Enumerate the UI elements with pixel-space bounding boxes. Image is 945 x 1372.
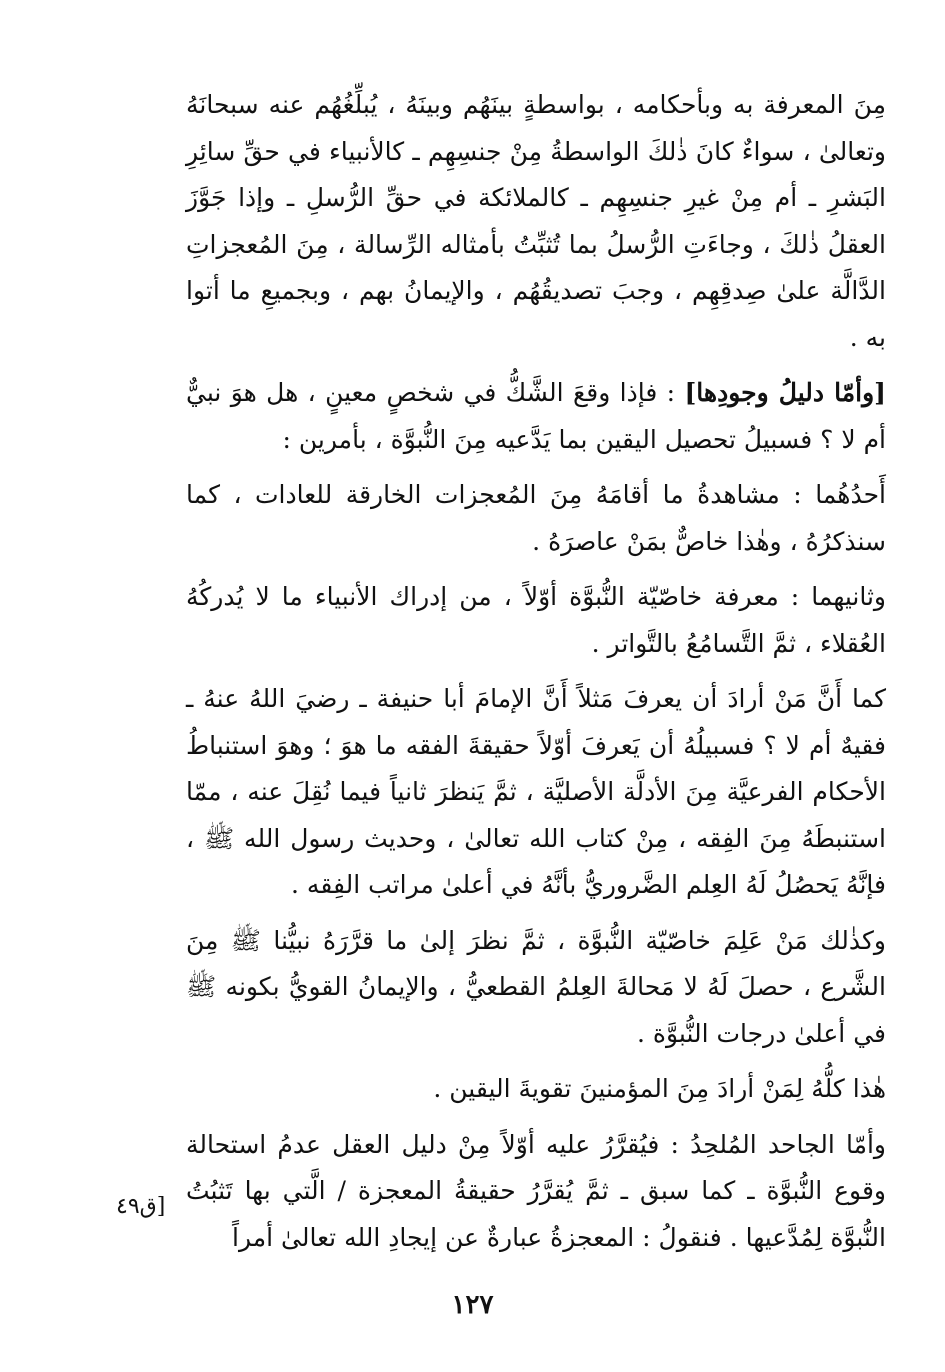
paragraph: هٰذا كلُّهُ لِمَنْ أرادَ مِنَ المؤمنينَ تقويةَ اليقين . [433, 1074, 886, 1103]
manuscript-folio-note: [ق٤٩ [116, 1194, 166, 1219]
section-paragraph [186, 370, 886, 463]
page-number: ١٢٧ [451, 1290, 494, 1320]
paragraph: وأمّا الجاحد المُلحِدُ : فيُقرَّرُ عليه أوّلاً مِنْ دليل العقل عدمُ استحالة وقوع النُّبوَّة ـ كما سبق ـ ثمَّ يُقرَّرُ حقيقةُ المعجزة / الَّتي بها تَثبُتُ النُّبوَّة لِمُدَّعيها . فنقولُ : المعجزةُ عبارةٌ عن إيجادِ الله تعالىٰ أمراً [186, 1129, 886, 1252]
paragraph: أَحدُهُما : مشاهدةُ ما أقامَهُ مِنَ المُعجزات الخارقة للعادات ، كما سنذكرُهُ ، وهٰذا خاصٌّ بمَنْ عاصرَهُ . [186, 480, 886, 556]
main-text [186, 82, 886, 1261]
paragraph: وكذٰلك مَنْ عَلِمَ خاصّيّة النُّبوَّة ، ثمَّ نظرَ إلىٰ ما قرَّرَهُ نبيُّنا ﷺ مِنَ الشَّرع ، حصلَ لَهُ لا مَحالةَ العِلمُ القطعيُّ ، والإيمانُ القويُّ بكونه ﷺ في أعلىٰ درجات النُّبوَّة . [186, 925, 886, 1048]
paragraph: وثانيهما : معرفة خاصّيّة النُّبوَّة أوّلاً ، من إدراك الأنبياء ما لا يُدركُهُ العُقلاء ، ثمَّ التَّسامُعُ بالتَّواتر . [186, 582, 886, 658]
section-text: : فإذا وقعَ الشَّكُّ في شخصٍ معينٍ ، هل هوَ نبيٌّ أم لا ؟ فسبيلُ تحصيل اليقين بما يَدَّعيه مِنَ النُّبوَّة ، بأمرين : [186, 378, 886, 454]
paragraph: مِنَ المعرفة به وبأحكامه ، بواسطةٍ بينَهُم وبينَهُ ، يُبلِّغُهُم عنه سبحانَهُ وتعالىٰ ، سواءٌ كانَ ذٰلكَ الواسطةُ مِنْ جنسِهِم ـ كالأنبياء في حقِّ سائِرِ البَشرِ ـ أم مِنْ غيرِ جنسِهِم ـ كالملائكة في حقِّ الرُّسلِ ـ وإذا جَوَّزَ العقلُ ذٰلكَ ، وجاءَتِ الرُّسلُ بما تُثبِّتُ بأمثاله الرِّسالة ، مِنَ المُعجزاتِ الدَّالَّة علىٰ صِدقِهِم ، وجبَ تصديقُهُم ، والإيمانُ بهم ، وبجميعِ ما أتوا به . [186, 90, 886, 352]
section-heading: [وأمّا دليلُ وجودِها] [684, 378, 886, 407]
paragraph: كما أَنَّ مَنْ أرادَ أن يعرفَ مَثلاً أَنَّ الإمامَ أبا حنيفة ـ رضيَ اللهُ عنهُ ـ فقيهٌ أم لا ؟ فسبيلُهُ أن يَعرفَ أوّلاً حقيقةَ الفقه ما هوَ ؛ وهوَ استنباطُ الأحكام الفرعيَّة مِنَ الأدلَّة الأصليَّة ، ثمَّ يَنظرَ ثانياً فيما نُقِلَ عنه ، ممّا استنبطَهُ مِنَ الفِقه ، مِنْ كتاب الله تعالىٰ ، وحديث رسول الله ﷺ ، فإنَّهُ يَحصُلُ لَهُ العِلم الضَّروريُّ بأنَّهُ في أعلىٰ مراتب الفِقه . [186, 684, 886, 899]
